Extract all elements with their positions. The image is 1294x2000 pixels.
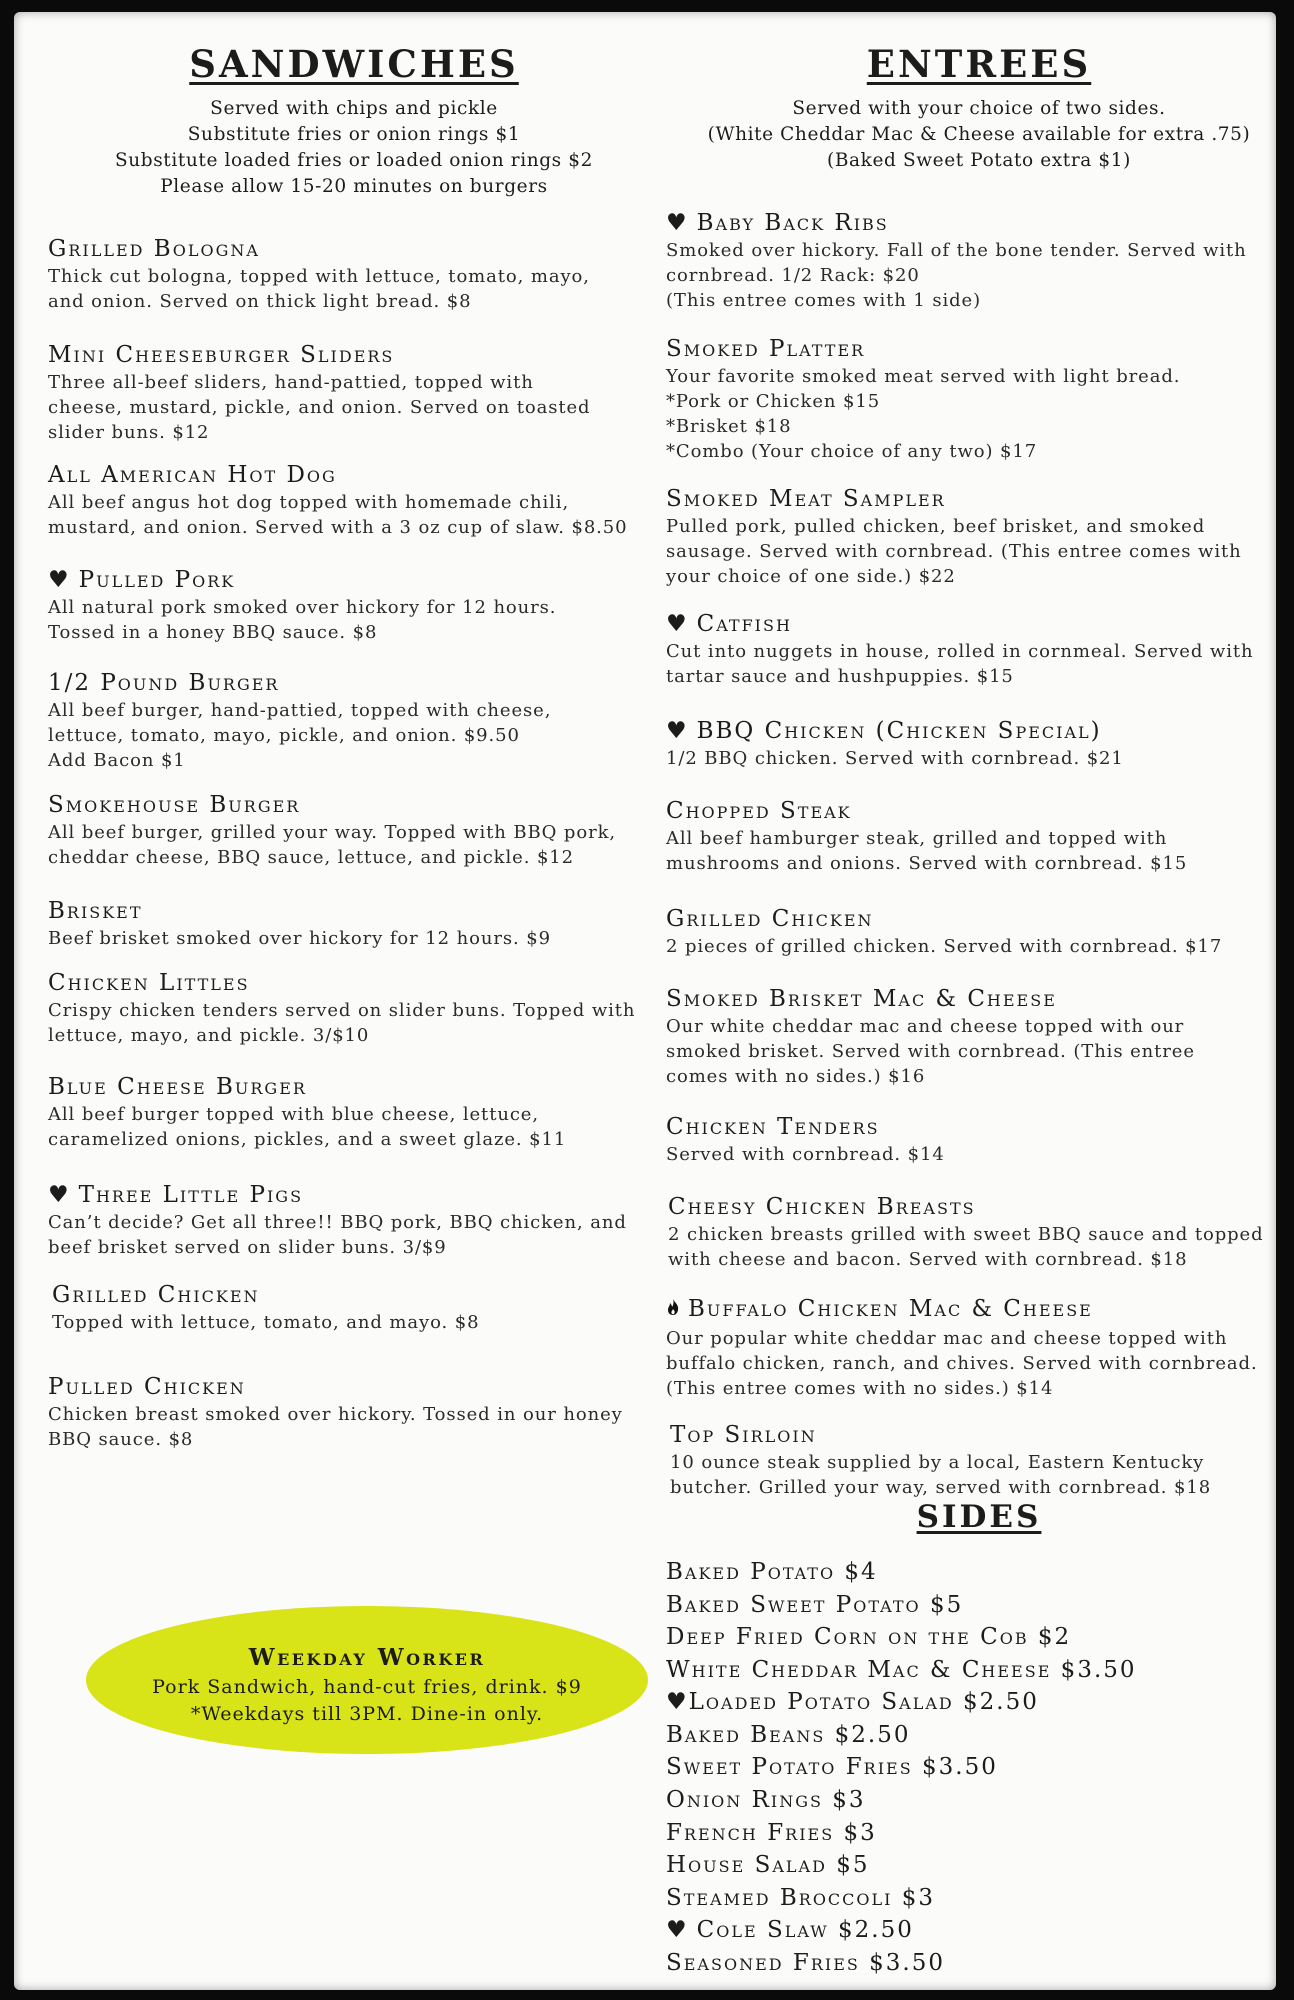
- menu-item: [666, 716, 1276, 771]
- menu-item: [52, 1280, 660, 1335]
- menu-item-description: All beef burger, grilled your way. Topped with BBQ pork, cheddar cheese, BBQ sauce, lettuce, and pickle. $12: [48, 822, 617, 868]
- menu-item-name: [666, 904, 1276, 934]
- menu-item-name: [48, 668, 660, 698]
- menu-item-name: [52, 1280, 660, 1310]
- heart-icon: ♥: [666, 718, 689, 744]
- menu-item: [666, 609, 1276, 689]
- menu-item-description: All beef burger, hand-pattied, topped with cheese, lettuce, tomato, mayo, pickle, and onion. $9.50 Add Bacon $1: [48, 700, 552, 771]
- side-item-text: Loaded Potato Salad $2.50: [688, 1689, 1039, 1715]
- menu-item-name-text: 1/2 Pound Burger: [48, 670, 280, 696]
- menu-item-name: [48, 234, 660, 264]
- menu-item: [666, 484, 1276, 589]
- menu-item-name: [666, 208, 1276, 238]
- side-item-text: White Cheddar Mac & Cheese $3.50: [666, 1657, 1137, 1683]
- menu-item-description: 1/2 BBQ chicken. Served with cornbread. $21: [666, 748, 1124, 769]
- side-item: [666, 1785, 866, 1815]
- sides-title: SIDES: [916, 1499, 1042, 1535]
- menu-page: [14, 12, 1276, 1990]
- side-item: [666, 1655, 1137, 1685]
- menu-item-name-text: Grilled Bologna: [48, 236, 260, 262]
- entrees-note: (Baked Sweet Potato extra $1): [827, 150, 1131, 171]
- menu-item-name-text: Three Little Pigs: [78, 1182, 304, 1208]
- side-item-text: House Salad $5: [666, 1852, 870, 1878]
- side-item-text: Steamed Broccoli $3: [666, 1885, 936, 1911]
- entrees-note: Served with your choice of two sides.: [792, 98, 1166, 119]
- menu-item-name-text: Brisket: [48, 898, 143, 924]
- menu-item-name-text: All American Hot Dog: [48, 462, 337, 488]
- menu-item: [48, 1180, 660, 1260]
- menu-item-name-text: Buffalo Chicken Mac & Cheese: [688, 1296, 1093, 1322]
- menu-item-name: [666, 984, 1276, 1014]
- menu-item-name-text: Chicken Tenders: [666, 1114, 880, 1140]
- side-item: [666, 1557, 878, 1587]
- menu-item-description: Cut into nuggets in house, rolled in cornmeal. Served with tartar sauce and hushpuppies. $15: [666, 641, 1254, 687]
- promo-line: Pork Sandwich, hand-cut fries, drink. $9: [152, 1676, 582, 1698]
- menu-item: [670, 1420, 1276, 1500]
- menu-item-description: Our popular white cheddar mac and cheese topped with buffalo chicken, ranch, and chives. Served with cornbread. (This entree comes with no sides.) $14: [666, 1328, 1258, 1399]
- heart-icon: ♥: [666, 210, 689, 236]
- menu-item-name-text: Cheesy Chicken Breasts: [668, 1194, 976, 1220]
- side-item-text: Cole Slaw $2.50: [696, 1917, 914, 1943]
- menu-item-description: Thick cut bologna, topped with lettuce, tomato, mayo, and onion. Served on thick light bread. $8: [48, 266, 590, 312]
- menu-item-name-text: Top Sirloin: [670, 1422, 817, 1448]
- sandwiches-notes: [48, 96, 660, 200]
- side-item-text: Baked Potato $4: [666, 1559, 878, 1585]
- menu-item-description: 2 chicken breasts grilled with sweet BBQ sauce and topped with cheese and bacon. Served with cornbread. $18: [668, 1224, 1264, 1270]
- menu-item-description: All beef angus hot dog topped with homemade chili, mustard, and onion. Served with a 3 oz cup of slaw. $8.50: [48, 492, 628, 538]
- side-item: [666, 1818, 877, 1848]
- menu-item: [48, 668, 660, 773]
- menu-item: [666, 796, 1276, 876]
- menu-item-name: [48, 460, 660, 490]
- menu-item-description: 10 ounce steak supplied by a local, Eastern Kentucky butcher. Grilled your way, served with cornbread. $18: [670, 1452, 1212, 1498]
- side-item-text: Deep Fried Corn on the Cob $2: [666, 1624, 1072, 1650]
- menu-item: [666, 208, 1276, 313]
- entrees-notes: [666, 96, 1276, 174]
- menu-item-name-text: Pulled Pork: [78, 567, 236, 593]
- menu-item-name-text: Smoked Meat Sampler: [666, 486, 946, 512]
- heart-icon: ♥: [666, 1689, 689, 1715]
- menu-item-name-text: Pulled Chicken: [48, 1374, 246, 1400]
- menu-item-name-text: Blue Cheese Burger: [48, 1074, 307, 1100]
- menu-item: [48, 340, 660, 445]
- menu-item: [48, 1372, 660, 1452]
- menu-item-description: 2 pieces of grilled chicken. Served with cornbread. $17: [666, 936, 1223, 957]
- menu-item-name: [666, 796, 1276, 826]
- menu-item-name-text: Catfish: [696, 611, 792, 637]
- sandwiches-title: SANDWICHES: [189, 42, 519, 86]
- menu-item: [48, 1072, 660, 1152]
- menu-item-name-text: Mini Cheeseburger Sliders: [48, 342, 395, 368]
- menu-item: [48, 234, 660, 314]
- side-item: [666, 1752, 998, 1782]
- menu-item-description: Topped with lettuce, tomato, and mayo. $8: [52, 1312, 480, 1333]
- menu-item: [48, 896, 660, 951]
- promo-title: Weekday Worker: [248, 1644, 486, 1671]
- menu-item-name: [666, 484, 1276, 514]
- side-item: [666, 1883, 935, 1913]
- menu-item-name: [666, 334, 1276, 364]
- side-item: [666, 1915, 914, 1945]
- menu-item-description: Our white cheddar mac and cheese topped with our smoked brisket. Served with cornbread. (This entree comes with no sides.) $16: [666, 1016, 1195, 1087]
- sandwiches-note: Substitute fries or onion rings $1: [187, 124, 521, 145]
- menu-item-name: [666, 716, 1276, 746]
- menu-item-description: Chicken breast smoked over hickory. Tossed in our honey BBQ sauce. $8: [48, 1404, 623, 1450]
- menu-item: [666, 1112, 1276, 1167]
- sandwiches-note: Substitute loaded fries or loaded onion rings $2: [114, 150, 593, 171]
- menu-item: [666, 334, 1276, 464]
- menu-item: [48, 460, 660, 540]
- menu-item-description: Can’t decide? Get all three!! BBQ pork, BBQ chicken, and beef brisket served on slider buns. 3/$9: [48, 1212, 627, 1258]
- side-item: [666, 1948, 945, 1978]
- menu-item-name-text: Chopped Steak: [666, 798, 852, 824]
- flame-icon: [666, 1296, 680, 1326]
- side-item-text: Baked Sweet Potato $5: [666, 1592, 964, 1618]
- side-item: [666, 1622, 1071, 1652]
- menu-item: [668, 1192, 1276, 1272]
- menu-item-description: Three all-beef sliders, hand-pattied, topped with cheese, mustard, pickle, and onion. Served on toasted slider buns. $12: [48, 372, 591, 443]
- side-item-text: French Fries $3: [666, 1820, 877, 1846]
- menu-item: [48, 968, 660, 1048]
- weekday-worker-promo: [86, 1606, 648, 1754]
- menu-item-name: [48, 340, 660, 370]
- menu-item-name: [48, 1180, 660, 1210]
- heart-icon: ♥: [666, 1917, 689, 1943]
- side-item: [666, 1720, 910, 1750]
- menu-item-name-text: Chicken Littles: [48, 970, 250, 996]
- menu-item: [48, 790, 660, 870]
- menu-item-name-text: Grilled Chicken: [666, 906, 874, 932]
- heart-icon: ♥: [48, 1182, 71, 1208]
- menu-item-name-text: Grilled Chicken: [52, 1282, 260, 1308]
- side-item: [666, 1687, 1039, 1717]
- entrees-title: ENTREES: [866, 42, 1092, 86]
- menu-item-name-text: BBQ Chicken (Chicken Special): [696, 718, 1102, 744]
- menu-item-name: [48, 565, 660, 595]
- heart-icon: ♥: [666, 611, 689, 637]
- heart-icon: ♥: [48, 567, 71, 593]
- menu-item-description: Smoked over hickory. Fall of the bone tender. Served with cornbread. 1/2 Rack: $20 (This entree comes with 1 side): [666, 240, 1247, 311]
- entrees-note: (White Cheddar Mac & Cheese available for extra .75): [707, 124, 1251, 145]
- menu-item-description: Beef brisket smoked over hickory for 12 hours. $9: [48, 928, 551, 949]
- menu-item-name: [666, 609, 1276, 639]
- menu-item-description: Crispy chicken tenders served on slider buns. Topped with lettuce, mayo, and pickle. 3/$10: [48, 1000, 636, 1046]
- menu-item-description: Served with cornbread. $14: [666, 1144, 945, 1165]
- menu-item-name-text: Smoked Brisket Mac & Cheese: [666, 986, 1057, 1012]
- menu-item-description: All beef burger topped with blue cheese, lettuce, caramelized onions, pickles, and a sweet glaze. $11: [48, 1104, 567, 1150]
- menu-item-name: [48, 896, 660, 926]
- side-item-text: Baked Beans $2.50: [666, 1722, 911, 1748]
- menu-item-name: [666, 1294, 1276, 1326]
- menu-item-name: [668, 1192, 1276, 1222]
- menu-item-description: All beef hamburger steak, grilled and topped with mushrooms and onions. Served with cornbread. $15: [666, 828, 1188, 874]
- side-item: [666, 1590, 963, 1620]
- menu-item-name: [666, 1112, 1276, 1142]
- menu-item-description: All natural pork smoked over hickory for 12 hours. Tossed in a honey BBQ sauce. $8: [48, 597, 557, 643]
- sandwiches-note: Served with chips and pickle: [210, 98, 498, 119]
- menu-item-name: [48, 1072, 660, 1102]
- menu-item-name-text: Smoked Platter: [666, 336, 866, 362]
- sandwiches-note: Please allow 15-20 minutes on burgers: [160, 176, 548, 197]
- menu-item-name-text: Smokehouse Burger: [48, 792, 301, 818]
- side-item-text: Sweet Potato Fries $3.50: [666, 1754, 998, 1780]
- menu-item-name: [48, 790, 660, 820]
- menu-item: [666, 904, 1276, 959]
- menu-item-name: [670, 1420, 1276, 1450]
- menu-item-description: Pulled pork, pulled chicken, beef brisket, and smoked sausage. Served with cornbread. (This entree comes with your choice of one side.) $22: [666, 516, 1242, 587]
- side-item-text: Seasoned Fries $3.50: [666, 1950, 946, 1976]
- menu-item-name: [48, 1372, 660, 1402]
- menu-item: [666, 1294, 1276, 1401]
- menu-item: [666, 984, 1276, 1089]
- menu-item-name: [48, 968, 660, 998]
- side-item: [666, 1850, 870, 1880]
- menu-item-name-text: Baby Back Ribs: [696, 210, 889, 236]
- side-item-text: Onion Rings $3: [666, 1787, 866, 1813]
- menu-item-description: Your favorite smoked meat served with light bread. *Pork or Chicken $15 *Brisket $18 *Combo (Your choice of any two) $17: [666, 366, 1181, 462]
- menu-item: [48, 565, 660, 645]
- promo-line: *Weekdays till 3PM. Dine-in only.: [190, 1703, 544, 1725]
